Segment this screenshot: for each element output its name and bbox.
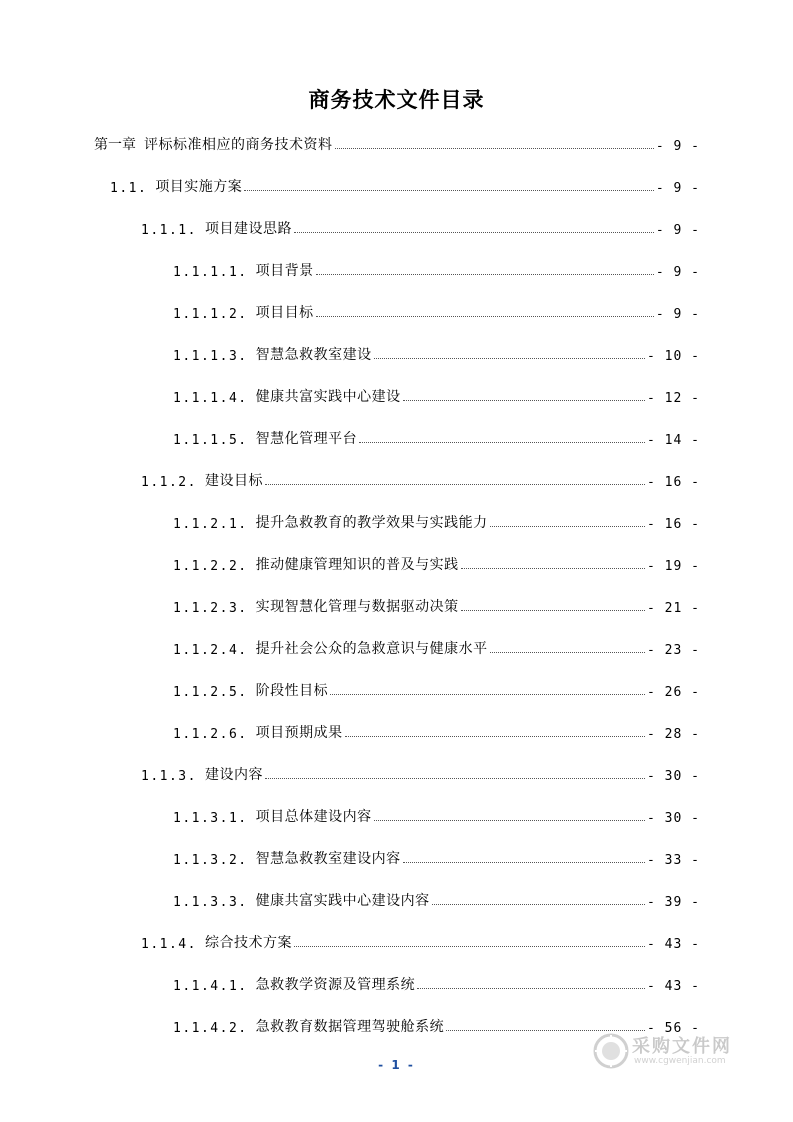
toc-entry-number: 1.1.2. <box>141 475 197 490</box>
toc-entry-label: 项目目标 <box>255 305 314 321</box>
leader-dots <box>461 609 645 611</box>
leader-dots <box>294 231 654 233</box>
toc-entry-label: 智慧化管理平台 <box>255 431 358 447</box>
toc-entry-number: 1.1.2.5. <box>173 685 248 700</box>
toc-entry-label: 综合技术方案 <box>204 935 292 951</box>
toc-entry-number: 1.1.2.4. <box>173 643 248 658</box>
leader-dots <box>294 945 645 947</box>
toc-entry-page: - 14 - <box>647 433 700 448</box>
toc-entry-number: 1.1.4. <box>141 937 197 952</box>
toc-entry[interactable] <box>110 174 700 196</box>
leader-dots <box>490 525 645 527</box>
toc-entry-label: 建设内容 <box>204 767 263 783</box>
toc-entry-page: - 16 - <box>647 475 700 490</box>
toc-entry-label: 项目总体建设内容 <box>255 809 372 825</box>
toc-entry-label: 健康共富实践中心建设内容 <box>255 893 430 909</box>
toc-entry-page: - 9 - <box>655 223 700 238</box>
toc-entry-label: 急救教学资源及管理系统 <box>255 977 416 993</box>
toc-entry-number: 1.1.1.5. <box>173 433 248 448</box>
leader-dots <box>403 861 645 863</box>
watermark-url: www.cgwenjian.com <box>634 1056 726 1066</box>
toc-entry-label: 智慧急救教室建设 <box>255 347 372 363</box>
toc-entry-number: 1.1.2.1. <box>173 517 248 532</box>
toc-entry-page: - 30 - <box>647 769 700 784</box>
toc-entry-label: 实现智慧化管理与数据驱动决策 <box>255 599 459 615</box>
toc-entry-page: - 9 - <box>655 307 700 322</box>
toc-entry-label: 推动健康管理知识的普及与实践 <box>255 557 459 573</box>
toc-entry-label: 提升社会公众的急救意识与健康水平 <box>255 641 488 657</box>
toc-entry-page: - 23 - <box>647 643 700 658</box>
toc-entry-page: - 39 - <box>647 895 700 910</box>
toc-entry-page: - 9 - <box>655 181 700 196</box>
toc-entry-label: 智慧急救教室建设内容 <box>255 851 401 867</box>
toc-entry[interactable] <box>173 300 700 322</box>
toc-entry-page: - 16 - <box>647 517 700 532</box>
toc-entry-number: 1.1.4.2. <box>173 1021 248 1036</box>
toc-entry-page: - 26 - <box>647 685 700 700</box>
toc-entry-page: - 9 - <box>655 265 700 280</box>
toc-entry-label: 健康共富实践中心建设 <box>255 389 401 405</box>
toc-entry[interactable] <box>173 972 700 994</box>
toc-entry-page: - 9 - <box>655 139 700 154</box>
toc-entry-number: 1.1.2.2. <box>173 559 248 574</box>
toc-entry-label: 阶段性目标 <box>255 683 329 699</box>
leader-dots <box>335 147 654 149</box>
toc-entry-page: - 10 - <box>647 349 700 364</box>
leader-dots <box>316 315 654 317</box>
toc-entry[interactable] <box>173 510 700 532</box>
toc-entry-label: 评标标准相应的商务技术资料 <box>144 137 333 153</box>
toc-entry-page: - 19 - <box>647 559 700 574</box>
toc-entry-label: 项目背景 <box>255 263 314 279</box>
toc-entry[interactable] <box>141 216 700 238</box>
leader-dots <box>265 483 645 485</box>
toc-entry-page: - 28 - <box>647 727 700 742</box>
toc-entry-page: - 12 - <box>647 391 700 406</box>
toc-entry-page: - 21 - <box>647 601 700 616</box>
leader-dots <box>490 651 645 653</box>
toc-entry[interactable] <box>141 762 700 784</box>
toc-entry-number: 第一章 <box>94 137 136 153</box>
toc-entry-label: 项目建设思路 <box>204 221 292 237</box>
toc-entry-page: - 30 - <box>647 811 700 826</box>
toc-entry-number: 1.1.1.3. <box>173 349 248 364</box>
toc-entry-number: 1.1.2.6. <box>173 727 248 742</box>
leader-dots <box>359 441 645 443</box>
toc-entry[interactable] <box>173 678 700 700</box>
leader-dots <box>417 987 645 989</box>
toc-entry-number: 1.1.1.2. <box>173 307 248 322</box>
toc-entry-label: 项目预期成果 <box>255 725 343 741</box>
toc-entry-label: 急救教育数据管理驾驶舱系统 <box>255 1019 445 1035</box>
leader-dots <box>244 189 654 191</box>
leader-dots <box>345 735 645 737</box>
toc-entry[interactable] <box>141 930 700 952</box>
toc-entry[interactable] <box>173 888 700 910</box>
toc-entry-number: 1.1.3.3. <box>173 895 248 910</box>
toc-entry[interactable] <box>173 342 700 364</box>
leader-dots <box>265 777 645 779</box>
watermark-brand: 采购文件网 <box>632 1036 732 1057</box>
toc-entry[interactable] <box>173 426 700 448</box>
leader-dots <box>403 399 645 401</box>
toc-entry[interactable] <box>173 720 700 742</box>
toc-entry[interactable] <box>173 636 700 658</box>
toc-entry-number: 1.1.1. <box>141 223 197 238</box>
toc-entry-label: 项目实施方案 <box>155 179 243 195</box>
leader-dots <box>461 567 645 569</box>
page-number: - 1 - <box>378 1058 415 1072</box>
toc-entry[interactable] <box>173 552 700 574</box>
toc-entry[interactable] <box>173 804 700 826</box>
toc-entry-number: 1.1.1.4. <box>173 391 248 406</box>
leader-dots <box>432 903 645 905</box>
toc-entry[interactable] <box>173 384 700 406</box>
leader-dots <box>316 273 654 275</box>
toc-entry-number: 1.1.3. <box>141 769 197 784</box>
toc-entry-number: 1.1.3.2. <box>173 853 248 868</box>
toc-entry[interactable] <box>173 846 700 868</box>
leader-dots <box>330 693 645 695</box>
toc-entry[interactable] <box>173 258 700 280</box>
toc-entry-page: - 43 - <box>647 937 700 952</box>
leader-dots <box>374 357 645 359</box>
toc-entry-number: 1.1.4.1. <box>173 979 248 994</box>
document-title: 商务技术文件目录 <box>308 88 485 112</box>
toc-entry-label: 提升急救教育的教学效果与实践能力 <box>255 515 488 531</box>
toc-entry-number: 1.1. <box>110 181 148 196</box>
toc-entry[interactable] <box>94 132 700 154</box>
leader-dots <box>374 819 645 821</box>
toc-entry-label: 建设目标 <box>204 473 263 489</box>
toc-entry-page: - 43 - <box>647 979 700 994</box>
toc-entry-page: - 56 - <box>647 1021 700 1036</box>
toc-entry-number: 1.1.1.1. <box>173 265 248 280</box>
toc-entry[interactable] <box>141 468 700 490</box>
toc-entry-number: 1.1.3.1. <box>173 811 248 826</box>
toc-entry-page: - 33 - <box>647 853 700 868</box>
toc-entry-number: 1.1.2.3. <box>173 601 248 616</box>
toc-entry[interactable] <box>173 594 700 616</box>
